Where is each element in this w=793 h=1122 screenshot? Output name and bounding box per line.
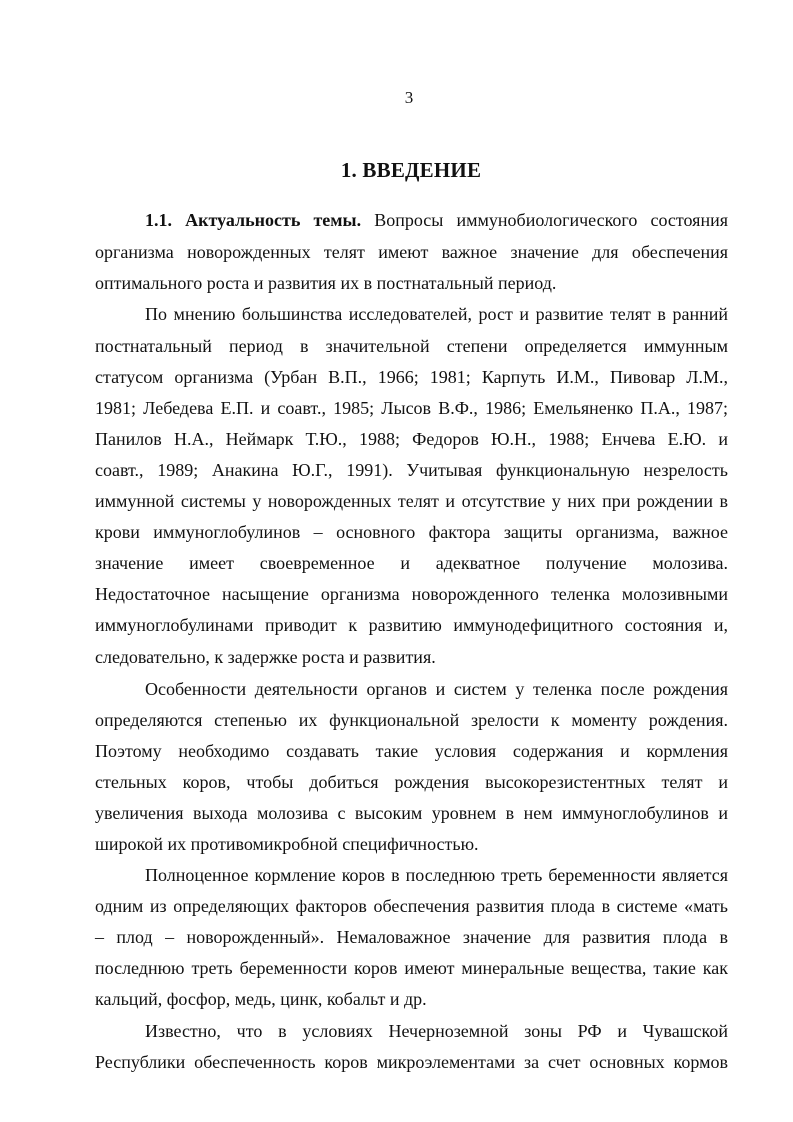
page-number: 3 [404,88,414,107]
text-line: По мнению большинства исследователей, рост и развитие телят в ранний [145,304,728,324]
text-line: статусом организма (Урбан В.П., 1966; 1981; Карпуть И.М., Пивовар Л.М., [95,367,728,387]
text-line: соавт., 1989; Анакина Ю.Г., 1991). Учитывая функциональную незрелость [95,460,728,480]
text-line: Недостаточное насыщение организма новорожденного теленка молозивными [95,584,728,604]
text-line: оптимального роста и развития их в постнатальный период. [95,273,557,293]
text-line [145,207,728,233]
text-line: иммуноглобулинами приводит к развитию иммунодефицитного состояния и, [95,615,728,635]
text-line: Панилов Н.А., Неймарк Т.Ю., 1988; Федоров Ю.Н., 1988; Енчева Е.Ю. и [95,429,728,449]
text-line: Известно, что в условиях Нечерноземной зоны РФ и Чувашской [145,1021,728,1041]
text-line: 1981; Лебедева Е.П. и соавт., 1985; Лысов В.Ф., 1986; Емельяненко П.А., 1987; [95,398,728,418]
text-line: Полноценное кормление коров в последнюю треть беременности является [145,865,728,885]
subsection-title: 1.1. Актуальность темы. [145,210,362,230]
text-line: последнюю треть беременности коров имеют минеральные вещества, такие как [95,958,728,978]
text-line: одним из определяющих факторов обеспечения развития плода в системе «мать [95,896,728,916]
text-line: следовательно, к задержке роста и развития. [95,647,436,667]
text-line: увеличения выхода молозива с высоким уровнем в нем иммуноглобулинов и [95,803,728,823]
text-line: постнатальный период в значительной степени определяется иммунным [95,336,728,356]
text-line: Особенности деятельности органов и систем у теленка после рождения [145,679,728,699]
text-line: Поэтому необходимо создавать такие условия содержания и кормления [95,741,728,761]
text-line: организма новорожденных телят имеют важное значение для обеспечения [95,242,728,262]
section-heading: 1. ВВЕДЕНИЕ [340,158,482,182]
text-line: кальций, фосфор, медь, цинк, кобальт и др. [95,989,427,1009]
line-text: Вопросы иммунобиологического состояния [361,210,728,230]
text-line: крови иммуноглобулинов – основного фактора защиты организма, важное [95,522,728,542]
text-line: Республики обеспеченность коров микроэлементами за счет основных кормов [95,1052,728,1072]
text-line: – плод – новорожденный». Немаловажное значение для развития плода в [95,927,728,947]
text-line: широкой их противомикробной специфичностью. [95,834,479,854]
text-line: определяются степенью их функциональной зрелости к моменту рождения. [95,710,728,730]
text-line: значение имеет своевременное и адекватное получение молозива. [95,553,728,573]
text-line: стельных коров, чтобы добиться рождения высокорезистентных телят и [95,772,728,792]
text-line: иммунной системы у новорожденных телят и отсутствие у них при рождении в [95,491,728,511]
